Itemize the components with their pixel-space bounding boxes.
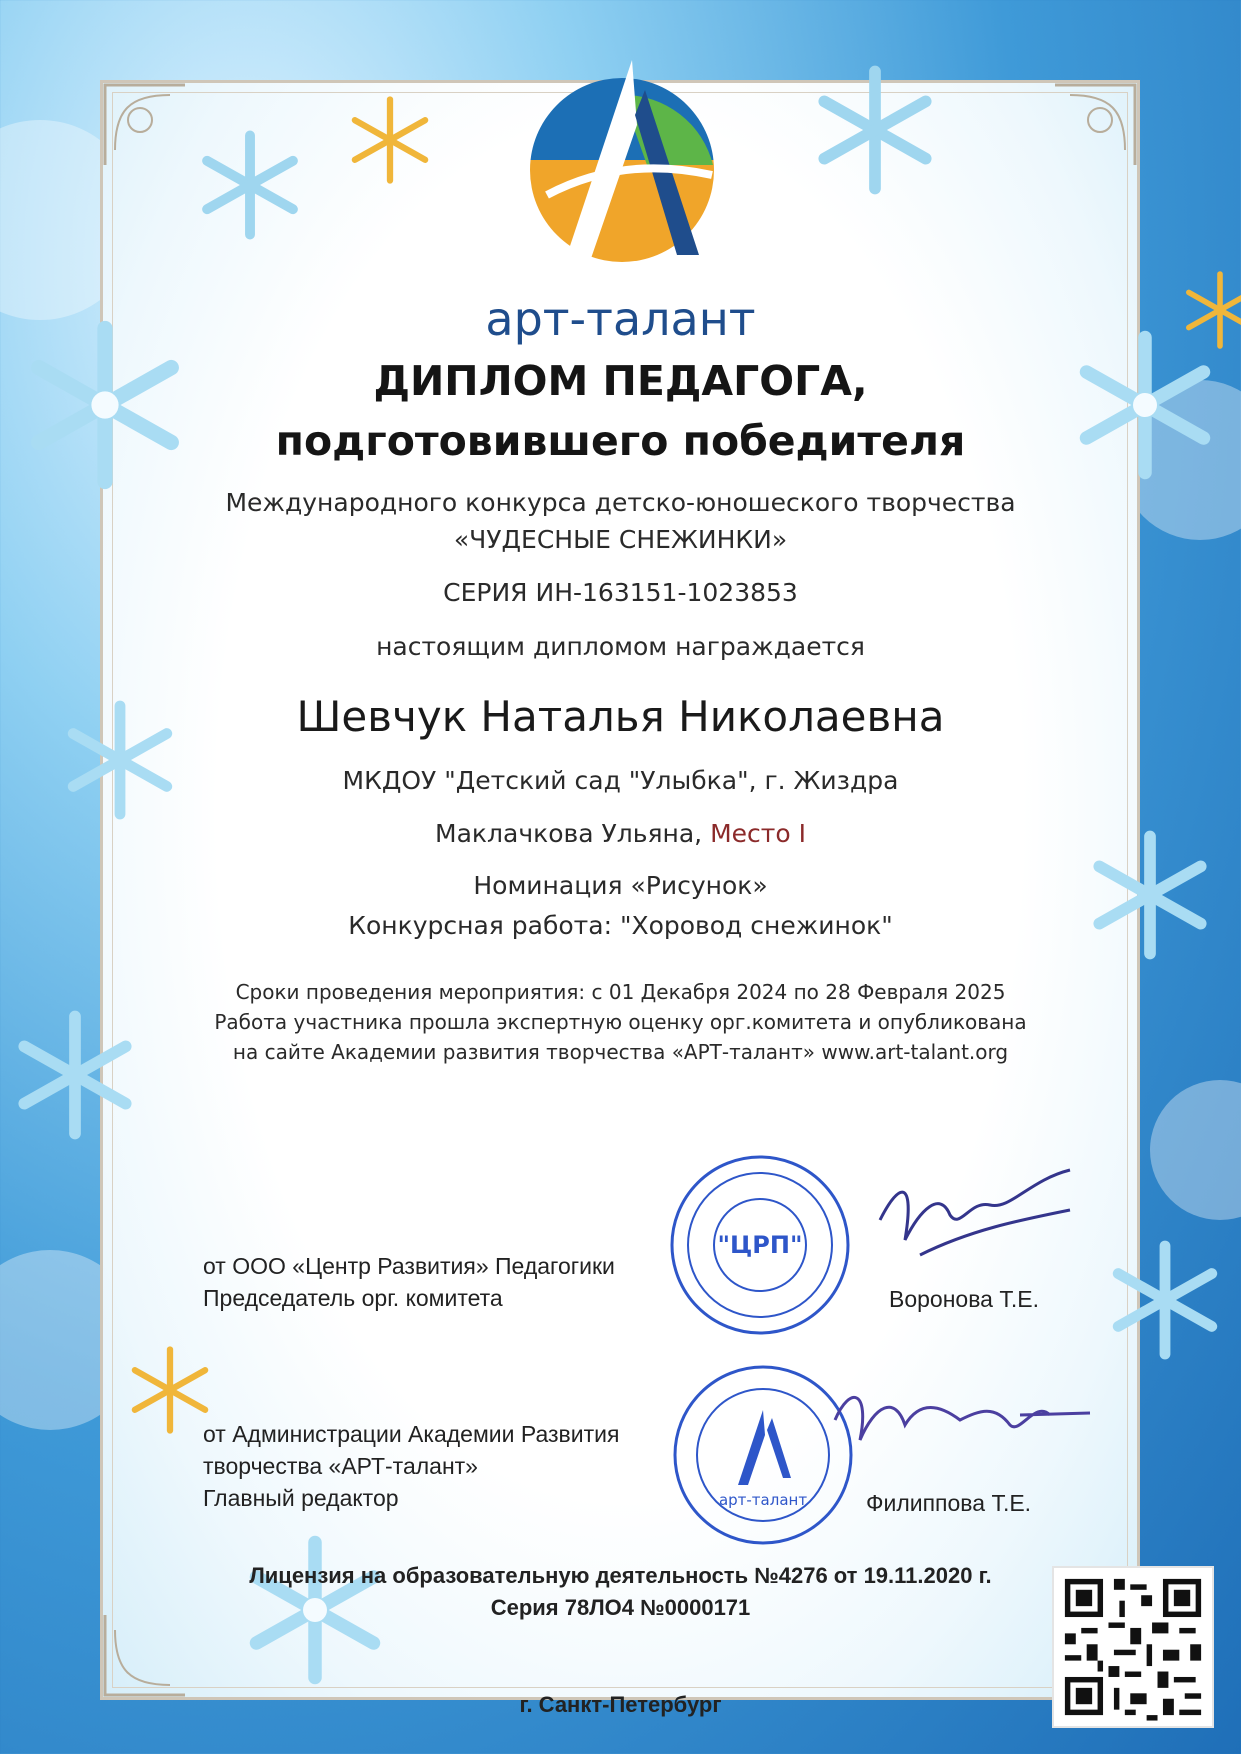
- snowflake-icon: [195, 130, 305, 240]
- background-bokeh: [1150, 1080, 1241, 1220]
- terms-dates: Сроки проведения мероприятия: с 01 Декабря 2024 по 28 Февраля 2025: [235, 980, 1006, 1004]
- crp-stamp-icon: [665, 1150, 855, 1340]
- student-line: [0, 819, 1241, 848]
- stamp-text: арт-талант: [718, 1491, 808, 1509]
- signature-org-continued: творчества «АРТ-талант»: [203, 1453, 478, 1479]
- signature-role: Главный редактор: [203, 1485, 399, 1511]
- signature-name-filippova: Филиппова Т.Е.: [866, 1490, 1032, 1516]
- stamp-text: "ЦРП": [717, 1231, 803, 1259]
- signature-role: Председатель орг. комитета: [203, 1285, 503, 1311]
- gold-snowflake-icon: [345, 95, 435, 185]
- city: г. Санкт-Петербург: [519, 1692, 722, 1717]
- qr-code-icon: [1054, 1568, 1212, 1726]
- terms-website: на сайте Академии развития творчества «АРТ-талант» www.art-talant.org: [232, 1040, 1009, 1064]
- place-badge: Место I: [710, 819, 806, 848]
- voronova-signature-icon: [860, 1160, 1080, 1280]
- terms-text: [0, 977, 1241, 1067]
- competition-work: Конкурсная работа: "Хоровод снежинок": [348, 911, 893, 940]
- signature-block-art-talant: [203, 1418, 619, 1514]
- signature-name-voronova: Воронова Т.Е.: [889, 1286, 1039, 1312]
- recipient-organization: МКДОУ "Детский сад "Улыбка", г. Жиздра: [342, 766, 899, 795]
- corner-ornament-icon: [1050, 80, 1140, 170]
- signature-block-crp: [203, 1250, 615, 1314]
- snowflake-icon: [1105, 1240, 1225, 1360]
- recipient-name: Шевчук Наталья Николаевна: [296, 692, 945, 741]
- snowflake-icon: [810, 65, 940, 195]
- diploma-series: СЕРИЯ ИН-163151-1023853: [443, 578, 798, 607]
- signature-org: от Администрации Академии Развития: [203, 1421, 620, 1447]
- signature-org: от ООО «Центр Развития» Педагогики: [203, 1253, 615, 1279]
- nomination: Номинация «Рисунок»: [473, 871, 768, 900]
- corner-ornament-icon: [100, 80, 190, 170]
- gold-snowflake-icon: [125, 1345, 215, 1435]
- license-number: Лицензия на образовательную деятельность №4276 от 19.11.2020 г.: [249, 1563, 992, 1588]
- competition-name: «ЧУДЕСНЫЕ СНЕЖИНКИ»: [453, 525, 788, 554]
- terms-review: Работа участника прошла экспертную оценку орг.комитета и опубликована: [214, 1010, 1027, 1034]
- diploma-title: ДИПЛОМ ПЕДАГОГА,: [373, 357, 868, 405]
- awarded-text: настоящим дипломом награждается: [376, 632, 865, 661]
- filippova-signature-icon: [820, 1365, 1100, 1475]
- diploma-subtitle: подготовившего победителя: [275, 417, 966, 465]
- brand-name: арт-талант: [485, 292, 756, 346]
- qr-code[interactable]: [1052, 1566, 1214, 1728]
- art-talant-logo-icon: [527, 55, 717, 275]
- student-name: Маклачкова Ульяна,: [435, 819, 703, 848]
- competition-line: Международного конкурса детско-юношеского творчества: [225, 488, 1016, 517]
- license-series: Серия 78ЛО4 №0000171: [490, 1595, 751, 1620]
